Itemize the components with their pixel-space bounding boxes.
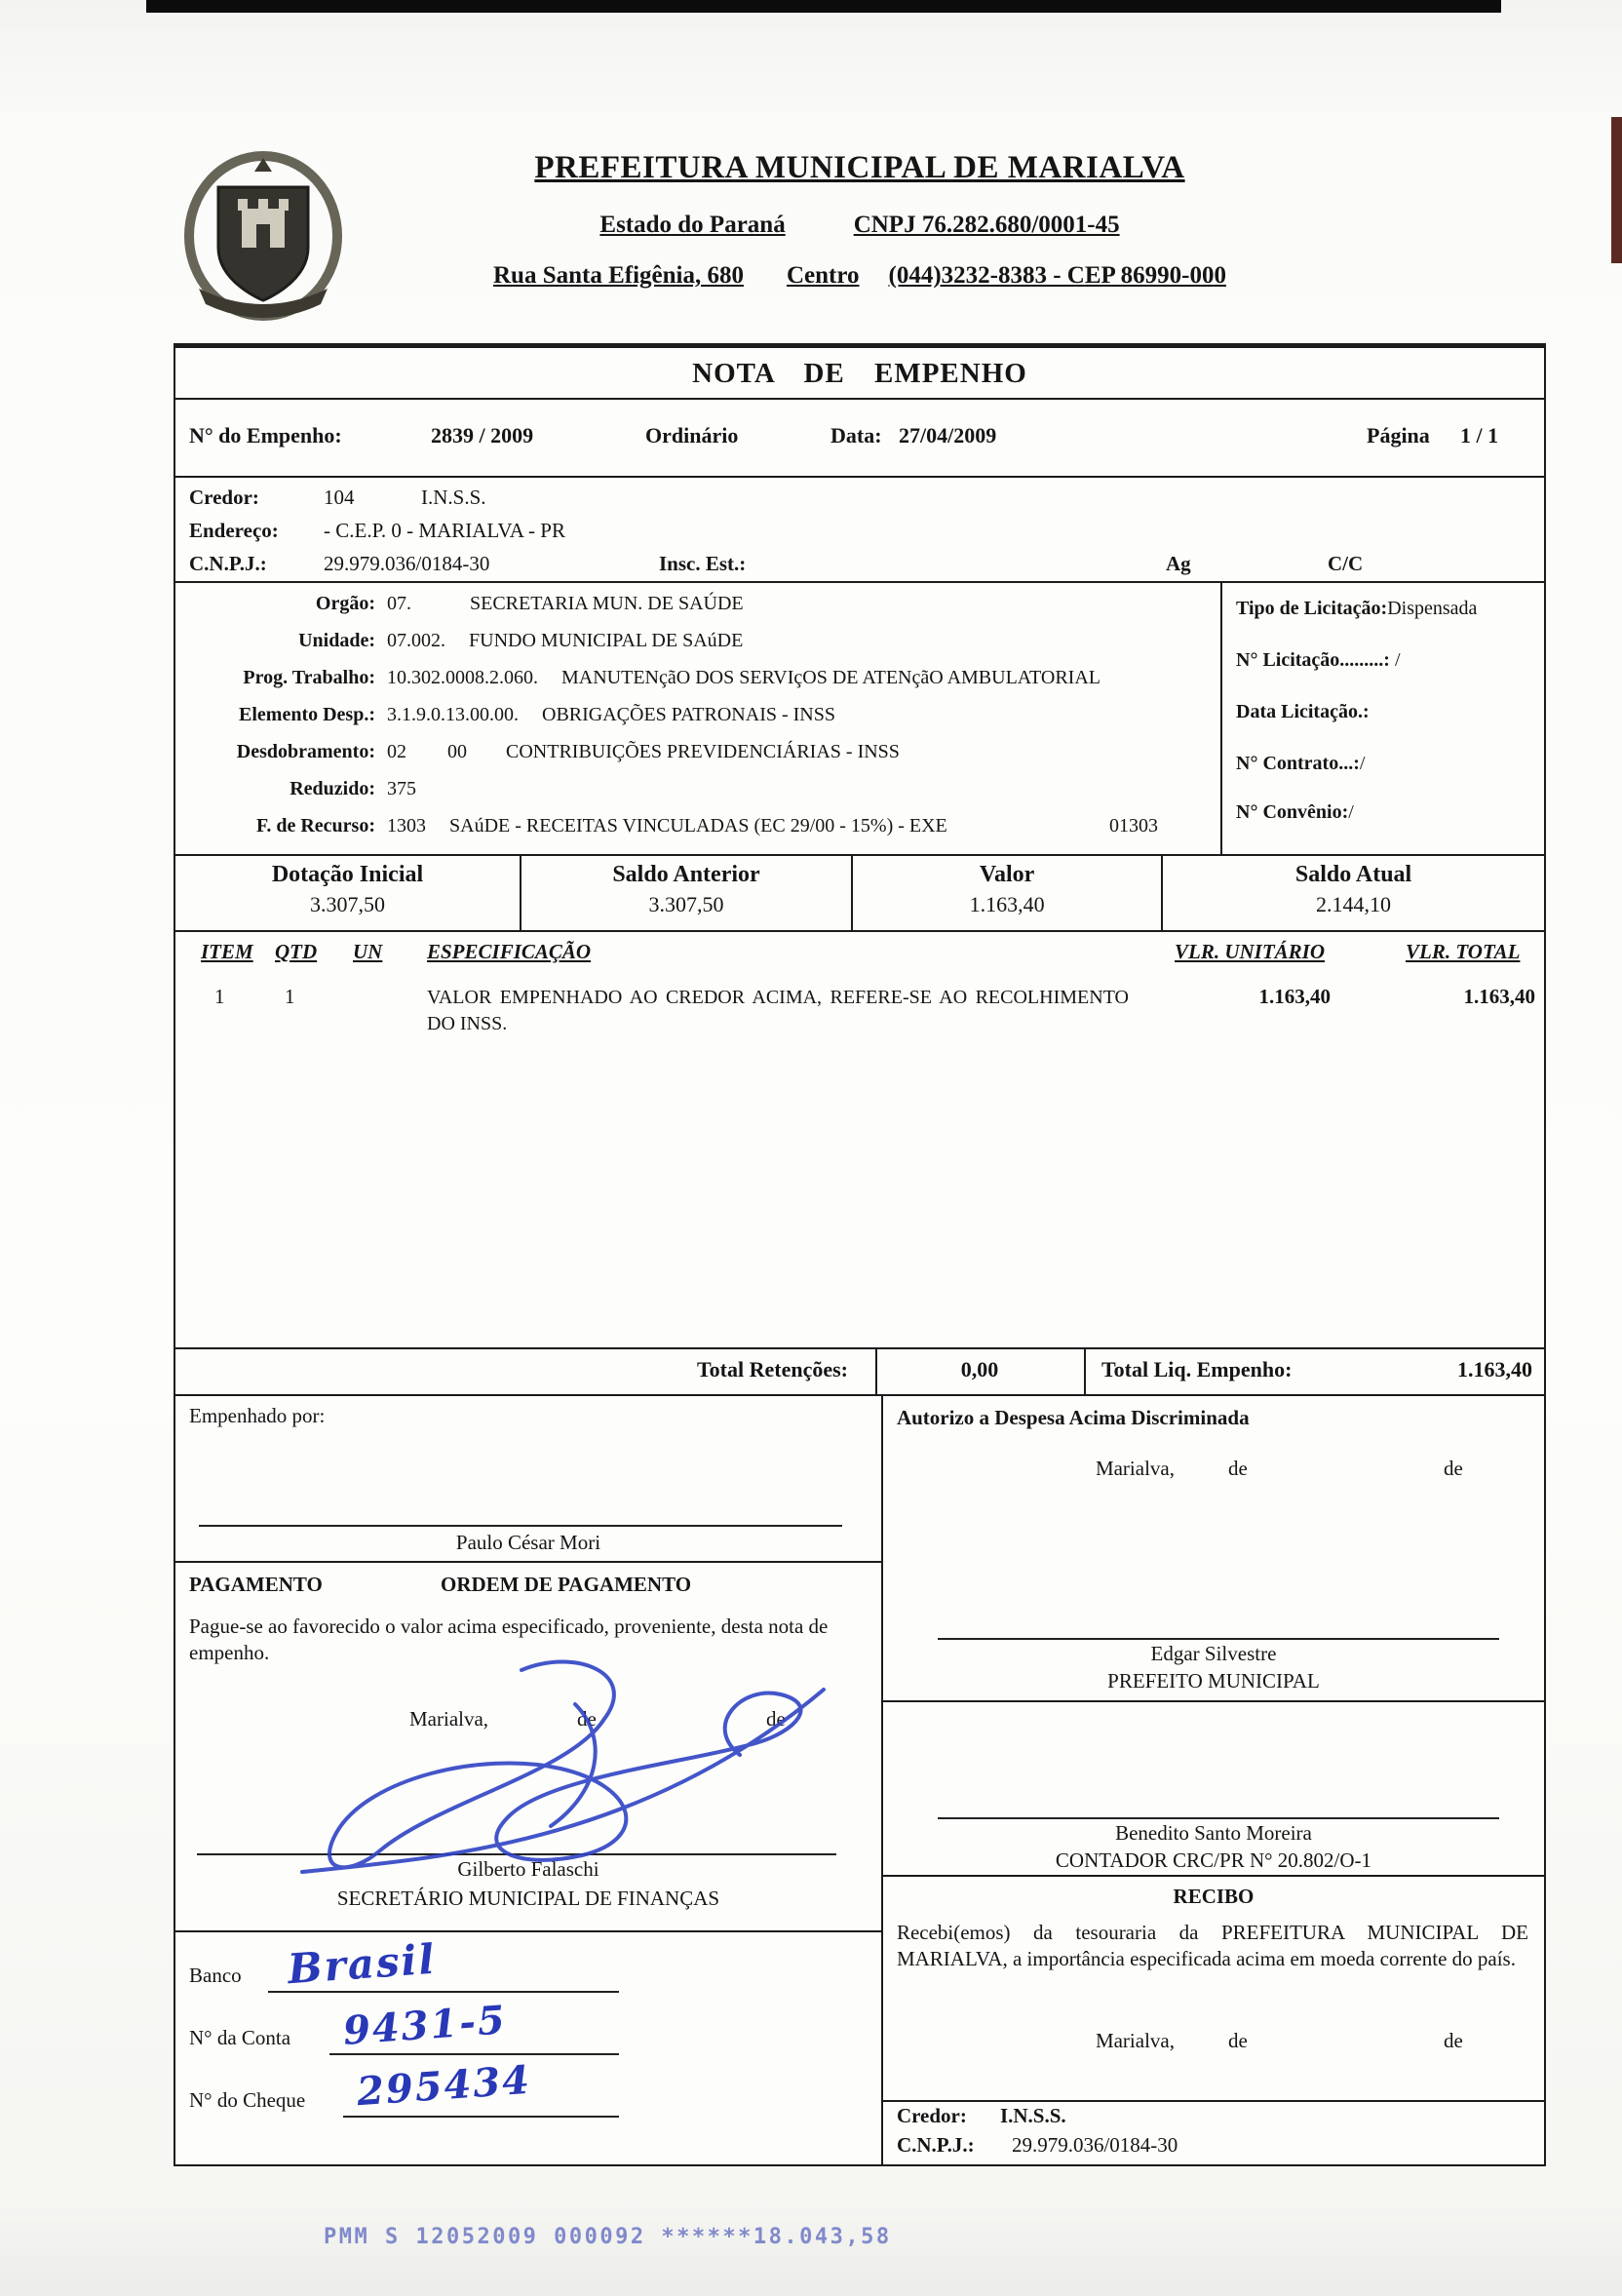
item-unit-value: 1.163,40 [1258, 985, 1331, 1008]
budget-row-elemento [175, 704, 1213, 726]
signatures-section [175, 1396, 1544, 2164]
mayor-title: PREFEITO MUNICIPAL [1107, 1669, 1320, 1693]
saldo-anterior-cell [521, 856, 853, 930]
banco-line [268, 1991, 619, 1993]
recibo-creditor-box [883, 2102, 1544, 2164]
contrato-numero-label: N° Contrato...: [1236, 753, 1360, 774]
licitacao-data-label: Data Licitação.: [1236, 701, 1370, 722]
orgao-label: Orgão: [315, 593, 375, 614]
licitacao-numero-value: / [1389, 649, 1401, 671]
creditor-label: Credor: [189, 486, 259, 509]
city-date-line: Marialva, [1095, 2029, 1175, 2052]
empenho-number-value: 2839 / 2009 [431, 423, 534, 448]
address-label: Endereço: [189, 519, 279, 542]
saldo-anterior-value: 3.307,50 [648, 892, 724, 916]
date-value: 27/04/2009 [899, 423, 997, 448]
reduzido-code: 375 [387, 778, 416, 799]
de-word: de [577, 1707, 597, 1731]
convenio-numero-label: N° Convênio: [1236, 801, 1349, 823]
de-word: de [1227, 1457, 1248, 1480]
accountant-title: CONTADOR CRC/PR N° 20.802/O-1 [1055, 1848, 1372, 1872]
orgao-desc: SECRETARIA MUN. DE SAÚDE [470, 593, 744, 614]
col-header-qtd: QTD [275, 940, 318, 963]
item-total-value: 1.163,40 [1463, 985, 1535, 1008]
pagamento-title: PAGAMENTO [189, 1573, 323, 1596]
budget-row-orgao [175, 593, 1213, 615]
fonte-recurso-label: F. de Recurso: [255, 815, 375, 837]
fonte-recurso-desc: SAúDE - RECEITAS VINCULADAS (EC 29/00 - 15%) - EXE [449, 815, 947, 837]
valor-value: 1.163,40 [969, 892, 1045, 916]
scan-edge-artifact [1611, 117, 1622, 263]
cheque-label: N° do Cheque [189, 2088, 306, 2112]
agency-label: Ag [1166, 552, 1191, 575]
col-header-especificacao: ESPECIFICAÇÃO [427, 940, 592, 963]
convenio-numero-value: / [1348, 801, 1354, 823]
col-header-un: UN [353, 940, 383, 963]
finance-secretary-title: SECRETÁRIO MUNICIPAL DE FINANÇAS [336, 1887, 720, 1910]
pagamento-text: Pague-se ao favorecido o valor acima especificado, proveniente, desta nota de empenho. [189, 1615, 829, 1665]
conta-handwritten-value: 9431-5 [341, 1997, 509, 2054]
state-registration-label: Insc. Est.: [659, 552, 747, 575]
valor-label: Valor [979, 862, 1035, 887]
empenho-type: Ordinário [645, 423, 739, 448]
signature-line [938, 1638, 1499, 1640]
signature-line [197, 1853, 836, 1855]
item-qtd: 1 [285, 985, 295, 1008]
col-header-vlr-unitario: VLR. UNITÁRIO [1175, 940, 1326, 963]
creditor-cnpj-value: 29.979.036/0184-30 [324, 552, 490, 575]
empenhado-signer-name: Paulo César Mori [455, 1531, 601, 1554]
date-label: Data: [830, 423, 882, 448]
cheque-handwritten-value: 295434 [355, 2056, 533, 2116]
totals-divider [1084, 1349, 1086, 1394]
banco-handwritten-value: Brasil [286, 1934, 438, 1994]
elemento-label: Elemento Desp.: [239, 704, 375, 725]
document-title [174, 343, 1546, 400]
budget-vertical-divider [1220, 583, 1222, 854]
finance-secretary-name: Gilberto Falaschi [457, 1857, 599, 1881]
signature-line [199, 1525, 842, 1527]
elemento-desc: OBRIGAÇÕES PATRONAIS - INSS [542, 704, 835, 725]
creditor-cnpj-label: C.N.P.J.: [189, 552, 267, 575]
phone-cep: (044)3232-8383 - CEP 86990-000 [888, 262, 1226, 289]
fonte-recurso-code: 1303 [387, 815, 426, 837]
recibo-title: RECIBO [1173, 1885, 1255, 1908]
licitacao-numero [1236, 649, 1536, 672]
right-signature-column [883, 1396, 1544, 2164]
saldo-atual-value: 2.144,10 [1316, 892, 1392, 916]
saldo-atual-label: Saldo Atual [1294, 862, 1412, 887]
form-body [174, 400, 1546, 2166]
nota-de-empenho-form [174, 138, 1546, 2166]
conta-line [329, 2053, 619, 2055]
total-retencoes-value: 0,00 [960, 1357, 999, 1381]
desdobramento-desc: CONTRIBUIÇÕES PREVIDENCIÁRIAS - INSS [506, 741, 900, 762]
dotacao-inicial-value: 3.307,50 [309, 892, 385, 916]
ordem-pagamento-title: ORDEM DE PAGAMENTO [441, 1573, 692, 1596]
cnpj-header: CNPJ 76.282.680/0001-45 [853, 212, 1120, 238]
desdobramento-sub: 00 [447, 741, 467, 762]
bank-details-box [175, 1932, 881, 2164]
elemento-code: 3.1.9.0.13.00.00. [387, 704, 519, 725]
prog-trabalho-code: 10.302.0008.2.060. [387, 667, 538, 688]
budget-row-prog-trabalho [175, 667, 1213, 689]
unidade-code: 07.002. [387, 630, 445, 651]
creditor-section [175, 478, 1544, 583]
page-value: 1 / 1 [1460, 423, 1499, 448]
street-address: Rua Santa Efigênia, 680 [492, 262, 744, 289]
conta-label: N° da Conta [189, 2026, 291, 2049]
contrato-numero [1236, 753, 1536, 775]
dotacao-inicial-label: Dotação Inicial [271, 862, 424, 887]
de-word: de [1227, 2029, 1248, 2052]
mayor-name: Edgar Silvestre [1150, 1642, 1277, 1665]
budget-row-desdobramento [175, 741, 1213, 763]
licitacao-tipo-value: Dispensada [1387, 598, 1478, 619]
totals-row [175, 1349, 1544, 1396]
dot-matrix-validation-stamp: PMM S 12052009 000092 ******18.043,58 [324, 2225, 892, 2249]
left-signature-column [175, 1396, 883, 2164]
amounts-strip [175, 856, 1544, 932]
reduzido-label: Reduzido: [290, 778, 375, 799]
recibo-text: Recebi(emos) da tesouraria da PREFEITURA MUNICIPAL DE MARIALVA, a importância especificada acima em moeda corrente do país. [896, 1921, 1528, 1971]
col-header-vlr-total: VLR. TOTAL [1406, 940, 1521, 963]
empenhado-por-label: Empenhado por: [189, 1404, 326, 1427]
letterhead [174, 138, 1546, 343]
state-label: Estado do Paraná [599, 212, 786, 238]
creditor-name: I.N.S.S. [421, 486, 486, 509]
document-title-text: NOTA DE EMPENHO [692, 358, 1027, 389]
unidade-desc: FUNDO MUNICIPAL DE SAúDE [469, 630, 744, 651]
city-date-line: Marialva, [409, 1707, 489, 1731]
licitacao-numero-label: N° Licitação.........: [1236, 649, 1390, 671]
col-header-item: ITEM [201, 940, 253, 963]
items-table [175, 932, 1544, 1349]
total-liq-label: Total Liq. Empenho: [1101, 1357, 1293, 1381]
item-number: 1 [214, 985, 225, 1008]
prog-trabalho-desc: MANUTENçãO DOS SERVIçOS DE ATENçãO AMBULATORIAL [561, 667, 1101, 688]
licitacao-tipo-label: Tipo de Licitação: [1236, 598, 1388, 619]
saldo-anterior-label: Saldo Anterior [612, 862, 760, 887]
empenhado-por-box [175, 1396, 881, 1563]
licitacao-tipo [1236, 598, 1536, 620]
convenio-numero [1236, 801, 1536, 824]
budget-classification-section [175, 583, 1544, 856]
budget-row-reduzido [175, 778, 1213, 800]
recibo-credor-value: I.N.S.S. [999, 2104, 1066, 2127]
signature-line [938, 1817, 1499, 1819]
orgao-code: 07. [387, 593, 411, 614]
creditor-code: 104 [324, 486, 355, 509]
total-liq-value: 1.163,40 [1457, 1357, 1532, 1381]
district: Centro [786, 262, 860, 289]
desdobramento-code: 02 [387, 741, 406, 762]
autorizo-box [883, 1396, 1544, 1702]
unidade-label: Unidade: [298, 630, 375, 651]
de-word: de [766, 1707, 786, 1731]
recibo-cnpj-label: C.N.P.J.: [896, 2133, 975, 2157]
municipality-name: PREFEITURA MUNICIPAL DE MARIALVA [534, 150, 1185, 185]
letterhead-text [174, 150, 1546, 290]
desdobramento-label: Desdobramento: [236, 741, 375, 762]
empenho-header-row [175, 400, 1544, 478]
pagamento-box [175, 1563, 881, 1932]
scan-edge-artifact [146, 0, 1501, 13]
dotacao-inicial-cell [175, 856, 521, 930]
prog-trabalho-label: Prog. Trabalho: [243, 667, 375, 688]
de-word: de [1443, 1457, 1463, 1480]
address-value: - C.E.P. 0 - MARIALVA - PR [324, 519, 565, 542]
budget-row-unidade [175, 630, 1213, 652]
licitacao-data [1236, 701, 1536, 723]
de-word: de [1443, 2029, 1463, 2052]
saldo-atual-cell [1163, 856, 1544, 930]
page-label: Página [1367, 423, 1430, 448]
recibo-box [883, 1877, 1544, 2102]
recibo-credor-label: Credor: [896, 2104, 967, 2127]
accountant-name: Benedito Santo Moreira [1115, 1821, 1312, 1845]
contrato-numero-value: / [1359, 753, 1366, 774]
budget-row-fonte-recurso [175, 815, 1213, 837]
account-label: C/C [1328, 552, 1364, 575]
autorizo-title: Autorizo a Despesa Acima Discriminada [896, 1406, 1250, 1429]
empenho-number-label: N° do Empenho: [189, 423, 342, 448]
recibo-cnpj-value: 29.979.036/0184-30 [1011, 2133, 1178, 2157]
banco-label: Banco [189, 1964, 242, 1987]
cheque-line [343, 2116, 619, 2118]
valor-cell [853, 856, 1163, 930]
fonte-recurso-extra-code: 01303 [1109, 815, 1158, 837]
total-retencoes-label: Total Retenções: [697, 1357, 848, 1381]
contador-box [883, 1702, 1544, 1877]
city-date-line: Marialva, [1095, 1457, 1175, 1480]
item-description: VALOR EMPENHADO AO CREDOR ACIMA, REFERE-SE AO RECOLHIMENTO DO INSS. [427, 987, 1129, 1034]
